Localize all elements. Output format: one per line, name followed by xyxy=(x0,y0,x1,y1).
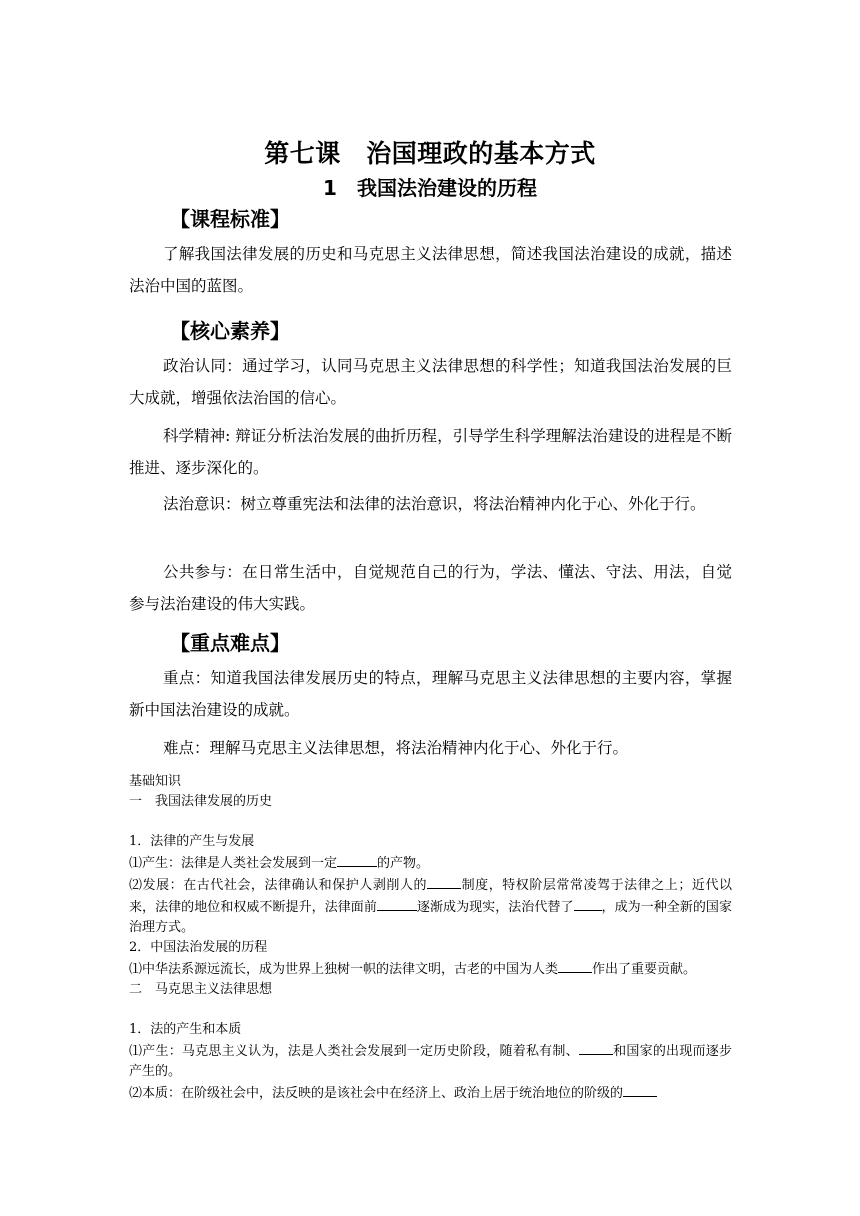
lesson-title: 第七课 治国理政的基本方式 xyxy=(264,139,596,168)
fill-blank[interactable] xyxy=(427,874,461,889)
keypoints-key: 重点：知道我国法律发展历史的特点，理解马克思主义法律思想的主要内容，掌握新中国法治建设的成就。 xyxy=(129,669,732,719)
fill-blank[interactable] xyxy=(623,1082,657,1097)
fill-blank[interactable] xyxy=(377,896,417,911)
standards-heading: 【课程标准】 xyxy=(170,207,290,231)
item-marx-origin: ⑴产生：马克思主义认为，法是人类社会发展到一定历史阶段，随着私有制、 和国家的出现而逐步产生的。 xyxy=(129,1040,732,1082)
section-subtitle: 1 我国法治建设的历程 xyxy=(323,176,537,200)
section-two-heading: 二 马克思主义法律思想 xyxy=(129,982,273,997)
fill-blank[interactable] xyxy=(574,896,602,911)
literacy-science: 科学精神: 辩证分析法治发展的曲折历程，引导学生科学理解法治建设的进程是不断推进、逐步深化的。 xyxy=(129,427,732,477)
literacy-political: 政治认同：通过学习，认同马克思主义法律思想的科学性；知道我国法治发展的巨大成就，增强依法治国的信心。 xyxy=(129,357,732,407)
item-origin: ⑴产生：法律是人类社会发展到一定 的产物。 xyxy=(129,852,732,874)
subsection-2-1: 1．法的产生和本质 xyxy=(129,1022,242,1037)
literacy-public: 公共参与：在日常生活中，自觉规范自己的行为，学法、懂法、守法、用法，自觉参与法治建设的伟大实践。 xyxy=(129,563,732,613)
subsection-1-2: 2．中国法治发展的历程 xyxy=(129,940,268,955)
literacy-heading: 【核心素养】 xyxy=(170,319,290,343)
standards-text: 了解我国法律发展的历史和马克思主义法律思想，简述我国法治建设的成就，描述法治中国的蓝图。 xyxy=(129,245,732,295)
keypoints-heading: 【重点难点】 xyxy=(170,631,290,655)
item-chinese-law: ⑴中华法系源远流长，成为世界上独树一帜的法律文明，古老的中国为人类 作出了重要贡献。 xyxy=(129,958,732,980)
fill-blank[interactable] xyxy=(579,1040,613,1055)
literacy-law: 法治意识：树立尊重宪法和法律的法治意识，将法治精神内化于心、外化于行。 xyxy=(163,495,706,513)
spacer xyxy=(129,1000,732,1020)
basics-label: 基础知识 xyxy=(129,774,182,789)
item-marx-essence: ⑵本质：在阶级社会中，法反映的是该社会中在经济上、政治上居于统治地位的阶级的 xyxy=(129,1082,732,1104)
subsection-1-1: 1．法律的产生与发展 xyxy=(129,834,255,849)
fill-blank[interactable] xyxy=(337,852,377,867)
fill-blank[interactable] xyxy=(558,958,592,973)
item-development: ⑵发展：在古代社会，法律确认和保护人剥削人的 制度，特权阶层常常凌驾于法律之上；近代以来，法律的地位和权威不断提升，法律面前 逐渐成为现实，法治代替了 ，成为一种全新的国家治理方式。 xyxy=(129,874,732,938)
section-one-heading: 一 我国法律发展的历史 xyxy=(129,794,273,809)
spacer xyxy=(129,812,732,832)
basics-section xyxy=(129,772,732,1104)
keypoints-difficult: 难点：理解马克思主义法律思想，将法治精神内化于心、外化于行。 xyxy=(163,739,629,757)
